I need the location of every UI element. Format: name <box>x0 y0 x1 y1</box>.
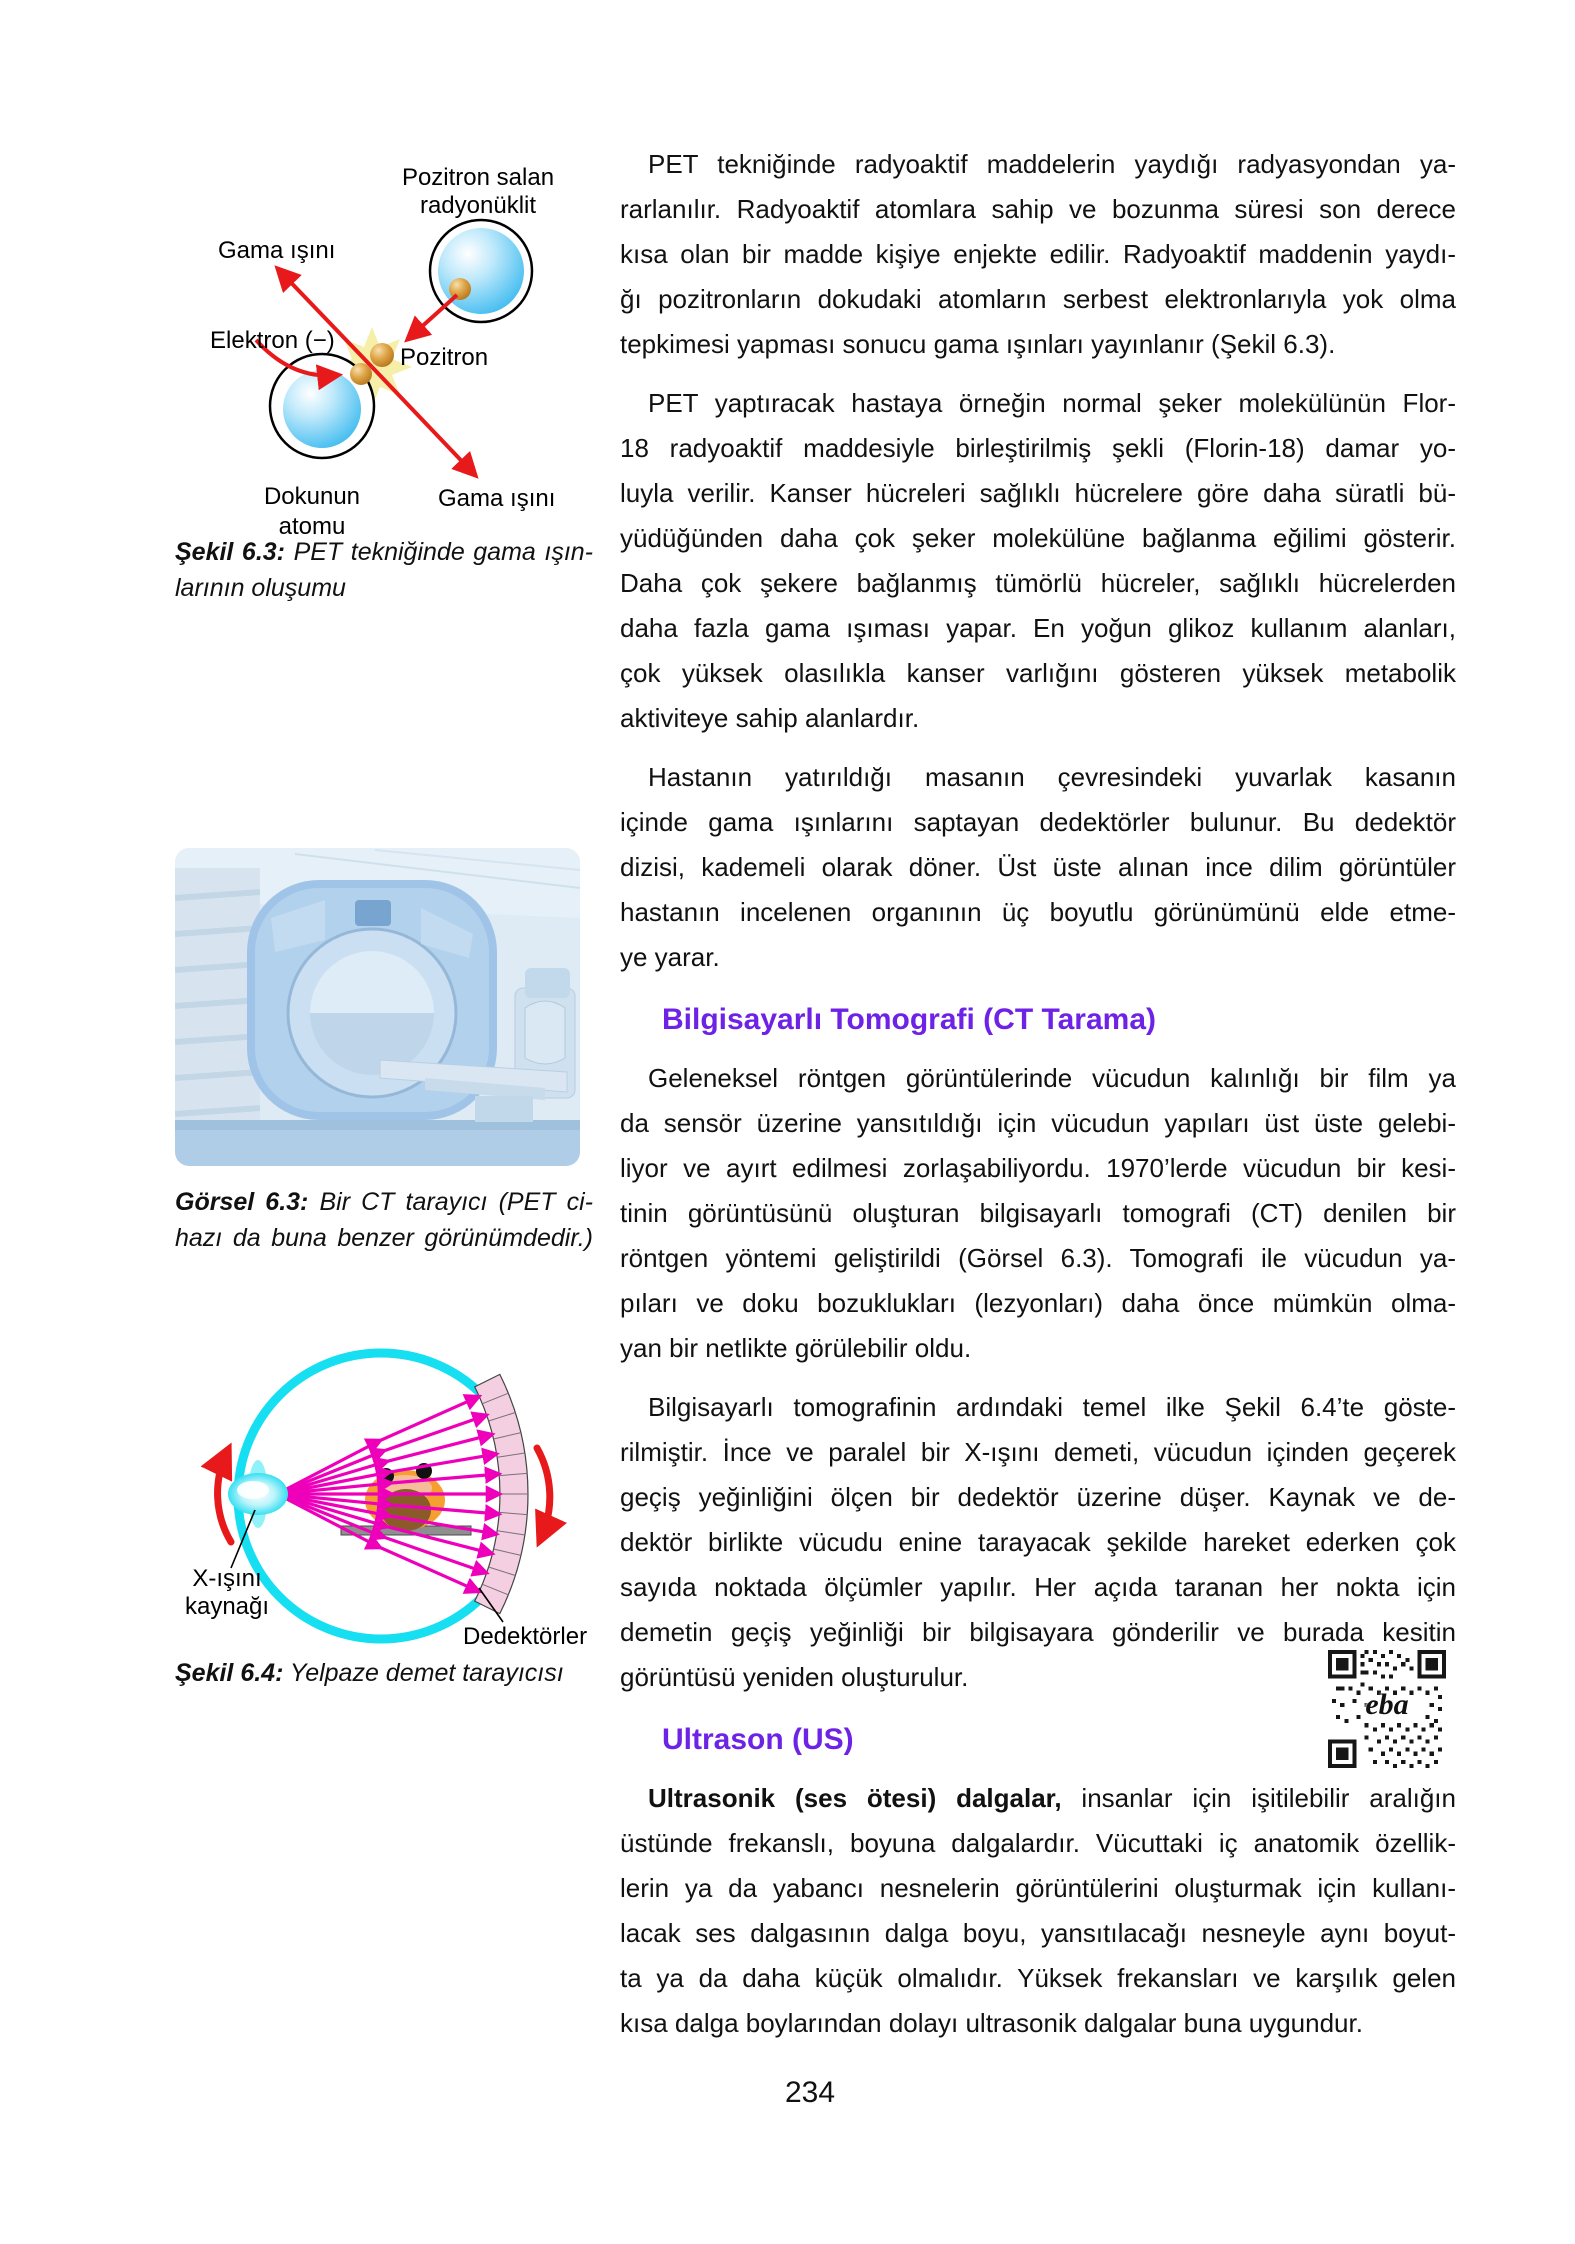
text-line: 18 radyoaktif maddesiyle birleştirilmiş şekli (Florin-18) damar yo- <box>620 433 1456 463</box>
text-line: Geleneksel röntgen görüntülerinde vücudun kalınlığı bir film ya <box>648 1063 1456 1093</box>
text-line: içinde gama ışınlarını saptayan dedektörler bulunur. Bu dedektör <box>620 807 1456 837</box>
text-line: ğı pozitronların dokudaki atomların serbest elektronlarıyla yok olma <box>620 284 1456 314</box>
text-line: kısa dalga boylarından dolayı ultrasonik dalgalar buna uygundur. <box>620 2008 1363 2038</box>
fan-beam-figure <box>165 1330 605 1654</box>
text-line: Bilgisayarlı tomografinin ardındaki temel ilke Şekil 6.4’te göste- <box>648 1392 1456 1422</box>
label-xray-source-line2: kaynağı <box>184 1593 270 1620</box>
text-line: rarlanılır. Radyoaktif atomlara sahip ve bozunma süresi son derece <box>620 194 1456 224</box>
text-line: pıları ve doku bozuklukları (lezyonları) daha önce mümkün olma- <box>620 1288 1456 1318</box>
positron-sphere <box>370 343 394 367</box>
text-line: PET tekniğinde radyoaktif maddelerin yaydığı radyasyondan ya- <box>648 149 1456 179</box>
text-line: daha fazla gama ışıması yapar. En yoğun glikoz kullanım alanları, <box>620 613 1456 643</box>
text-line: aktiviteye sahip alanlardır. <box>620 703 920 733</box>
text-line: yan bir netlikte görülebilir oldu. <box>620 1333 972 1363</box>
label-tissue-atom-line2: atomu <box>278 513 346 540</box>
section-heading: Ultrason (US) <box>662 1723 854 1756</box>
label-radionuclide-line2: radyonüklit <box>419 192 537 219</box>
figure-6-4-caption: Şekil 6.4: Yelpaze demet tarayıcısı <box>175 1659 564 1687</box>
text-line: hastanın incelenen organının üç boyutlu görünümünü elde etme- <box>620 897 1456 927</box>
text-line: geçiş yeğinliğini ölçen bir dedektör üzerine düşer. Kaynak ve de- <box>620 1482 1456 1512</box>
label-gamma-ray-top: Gama ışını <box>218 237 336 264</box>
rotation-arrow-right <box>537 1448 550 1538</box>
text-line: PET yaptıracak hastaya örneğin normal şeker molekülünün Flor- <box>648 388 1456 418</box>
text-line: yüdüğünden daha çok şeker molekülüne bağlanma eğilimi gösterir. <box>620 523 1456 553</box>
text-line: dektör birlikte vücudu enine tarayacak şekilde hareket ederken çok <box>620 1527 1456 1557</box>
paragraph <box>620 1776 1456 2046</box>
label-xray-source-line1: X-ışını <box>192 1565 262 1592</box>
text-line: tepkimesi yapması sonucu gama ışınları yayınlanır (Şekil 6.3). <box>620 329 1336 359</box>
text-line: liyor ve ayırt edilmesi zorlaşabiliyordu. 1970’lerde vücudun bir kesi- <box>620 1153 1456 1183</box>
text-line: ye yarar. <box>620 942 720 972</box>
text-line: tinin görüntüsünü oluşturan bilgisayarlı tomografi (CT) denilen bir <box>620 1198 1456 1228</box>
photo-caption: Görsel 6.3: Bir CT tarayıcı (PET ci- hazı da buna benzer görünümdedir.) <box>175 1188 593 1252</box>
label-detectors: Dedektörler <box>463 1623 588 1650</box>
text-line: sayıda noktada ölçümler yapılır. Her açıda taranan her nokta için <box>620 1572 1456 1602</box>
text-line: üstünde frekanslı, boyuna dalgalardır. Vücuttaki iç anatomik özellik- <box>620 1828 1456 1858</box>
figure-6-3-caption: Şekil 6.3: PET tekniğinde gama ışın- larının oluşumu <box>175 538 593 602</box>
text-line: da sensör üzerine yansıtıldığı için vücudun yapıları üst üste gelebi- <box>620 1108 1456 1138</box>
qr-code <box>1328 1650 1446 1768</box>
text-line: ta ya da daha küçük olmalıdır. Yüksek frekansları ve karşılık gelen <box>620 1963 1456 1993</box>
label-tissue-atom-line1: Dokunun <box>263 483 361 510</box>
paragraph <box>620 755 1456 980</box>
text-line: görüntüsü yeniden oluşturulur. <box>620 1662 969 1692</box>
paragraph <box>620 142 1456 367</box>
text-line: Hastanın yatırıldığı masanın çevresindeki yuvarlak kasanın <box>648 762 1456 792</box>
section-heading: Bilgisayarlı Tomografi (CT Tarama) <box>662 1003 1156 1036</box>
paragraph <box>620 1056 1456 1371</box>
page-number: 234 <box>784 2076 836 2109</box>
text-line: Daha çok şekere bağlanmış tümörlü hücreler, sağlıklı hücrelerden <box>620 568 1456 598</box>
ct-scanner-photo <box>175 848 580 1166</box>
eba-logo: eba <box>1365 1688 1409 1721</box>
caption-lead: Şekil 6.3: <box>175 538 286 566</box>
label-gamma-ray-bottom: Gama ışını <box>438 485 556 512</box>
label-radionuclide-line1: Pozitron salan <box>401 164 555 191</box>
label-electron: Elektron (−) <box>210 327 335 354</box>
text-line: demetin geçiş yeğinliği bir bilgisayara gönderilir ve burada kesitin <box>620 1617 1456 1647</box>
paragraph <box>620 381 1456 741</box>
pet-annihilation-figure <box>170 128 600 540</box>
text-line: lerin ya da yabancı nesnelerin görüntülerini oluşturmak için kullanı- <box>620 1873 1456 1903</box>
text-line: çok yüksek olasılıkla kanser varlığını gösteren yüksek metabolik <box>620 658 1456 688</box>
text-line: rilmiştir. İnce ve paralel bir X-ışını demeti, vücudun içinden geçerek <box>620 1437 1456 1467</box>
caption-lead: Şekil 6.4: <box>175 1659 284 1687</box>
text-line: lacak ses dalgasının dalga boyu, yansıtılacağı nesneyle aynı boyut- <box>620 1918 1456 1948</box>
gamma-ray-arrow-down <box>372 367 475 475</box>
caption-lead: Görsel 6.3: <box>175 1188 309 1216</box>
text-line: dizisi, kademeli olarak döner. Üst üste alınan ince dilim görüntüler <box>620 852 1456 882</box>
text-line: kısa olan bir madde kişiye enjekte edilir. Radyoaktif maddenin yaydı- <box>620 239 1456 269</box>
label-positron: Pozitron <box>400 344 489 371</box>
text-line: luyla verilir. Kanser hücreleri sağlıklı hücrelere göre daha süratli bü- <box>620 478 1456 508</box>
text-line: röntgen yöntemi geliştirildi (Görsel 6.3). Tomografi ile vücudun ya- <box>620 1243 1456 1273</box>
electron-sphere <box>350 363 372 385</box>
text-line: Ultrasonik (ses ötesi) dalgalar, insanlar için işitilebilir aralığın <box>648 1783 1456 1813</box>
text-column <box>620 142 1456 2060</box>
positron-emission-arrow <box>408 295 457 339</box>
